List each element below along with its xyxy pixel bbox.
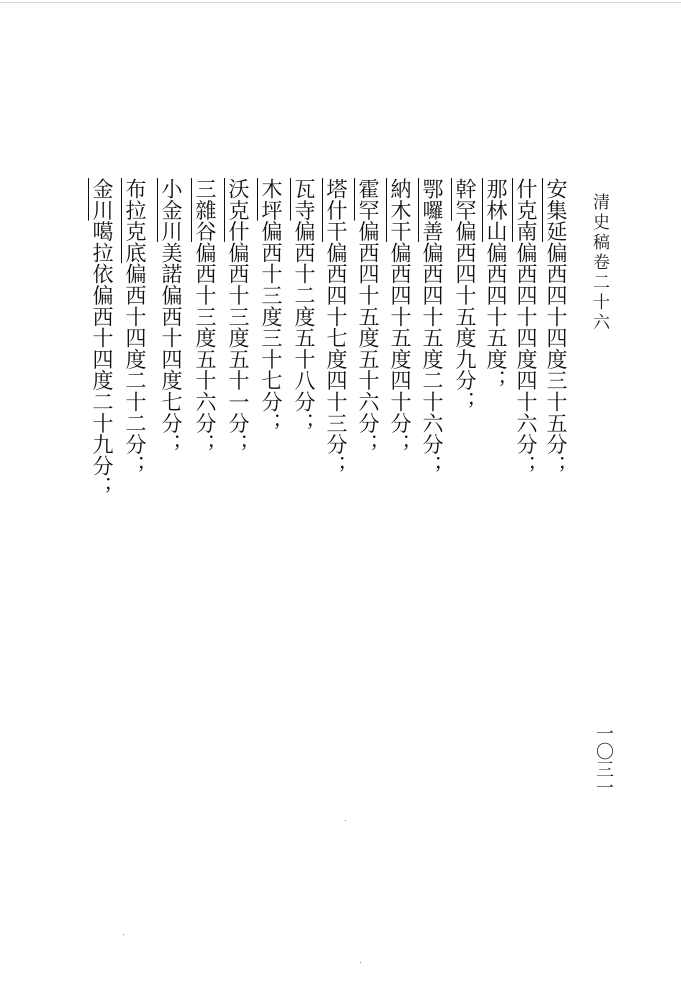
entry-text: 偏西四十五度五十六分；: [356, 220, 380, 455]
entry-text: 偏西四十四度三十五分；: [544, 241, 568, 477]
place-name: 什克南: [514, 178, 538, 242]
entry-text: 偏西十三度五十六分；: [193, 241, 217, 455]
entry-text: 偏西十三度五十一分；: [226, 241, 250, 455]
entry-line: [544, 178, 568, 476]
place-name: 小金川: [159, 178, 183, 242]
place-name: 木坪: [259, 178, 283, 221]
place-name: 塔什干: [324, 178, 348, 242]
entry-line: [90, 178, 114, 498]
entry-line: [484, 178, 508, 391]
entry-line: [123, 178, 147, 476]
top-edge-line: [0, 2, 681, 3]
place-name: 安集延: [544, 178, 568, 242]
entry-text: 偏西四十五度二十六分；: [420, 241, 444, 477]
place-name: 沃克什: [226, 178, 250, 242]
entry-line: [420, 178, 444, 476]
entry-line: [226, 178, 250, 455]
scan-speck: [345, 820, 346, 821]
place-name: 幹罕: [453, 178, 477, 221]
entry-line: [324, 178, 348, 476]
scan-speck: [123, 934, 124, 935]
entry-text: 美諾偏西十四度七分；: [159, 241, 183, 455]
entry-text: 噶拉依偏西十四度二十九分；: [90, 220, 114, 498]
entry-line: [388, 178, 412, 455]
scan-speck: [360, 962, 361, 963]
entry-line: [453, 178, 477, 412]
running-head: 清史稿卷二十六: [589, 193, 609, 333]
entry-text: 偏西四十七度四十三分；: [324, 241, 348, 477]
place-name: 三雜谷: [193, 178, 217, 242]
entry-line: [193, 178, 217, 455]
entry-line: [259, 178, 283, 434]
place-name: 納木干: [388, 178, 412, 242]
entry-text: 偏西十四度二十二分；: [123, 263, 147, 477]
entry-text: 偏西四十五度四十分；: [388, 241, 412, 455]
entry-line: [292, 178, 316, 434]
place-name: 金川: [90, 178, 114, 221]
entry-text: 偏西十二度五十八分；: [292, 220, 316, 434]
place-name: 布拉克底: [123, 178, 147, 264]
place-name: 霍罕: [356, 178, 380, 221]
entry-text: 偏西四十四度四十六分；: [514, 241, 538, 477]
entry-text: 偏西十三度三十七分；: [259, 220, 283, 434]
place-name: 鄂囉善: [420, 178, 444, 242]
page-number: 一〇三一: [593, 724, 614, 796]
place-name: 瓦寺: [292, 178, 316, 221]
entry-text: 偏西四十五度；: [484, 241, 508, 392]
place-name: 那林山: [484, 178, 508, 242]
entry-text: 偏西四十五度九分；: [453, 220, 477, 413]
entry-line: [159, 178, 183, 455]
entry-line: [514, 178, 538, 476]
entry-line: [356, 178, 380, 455]
